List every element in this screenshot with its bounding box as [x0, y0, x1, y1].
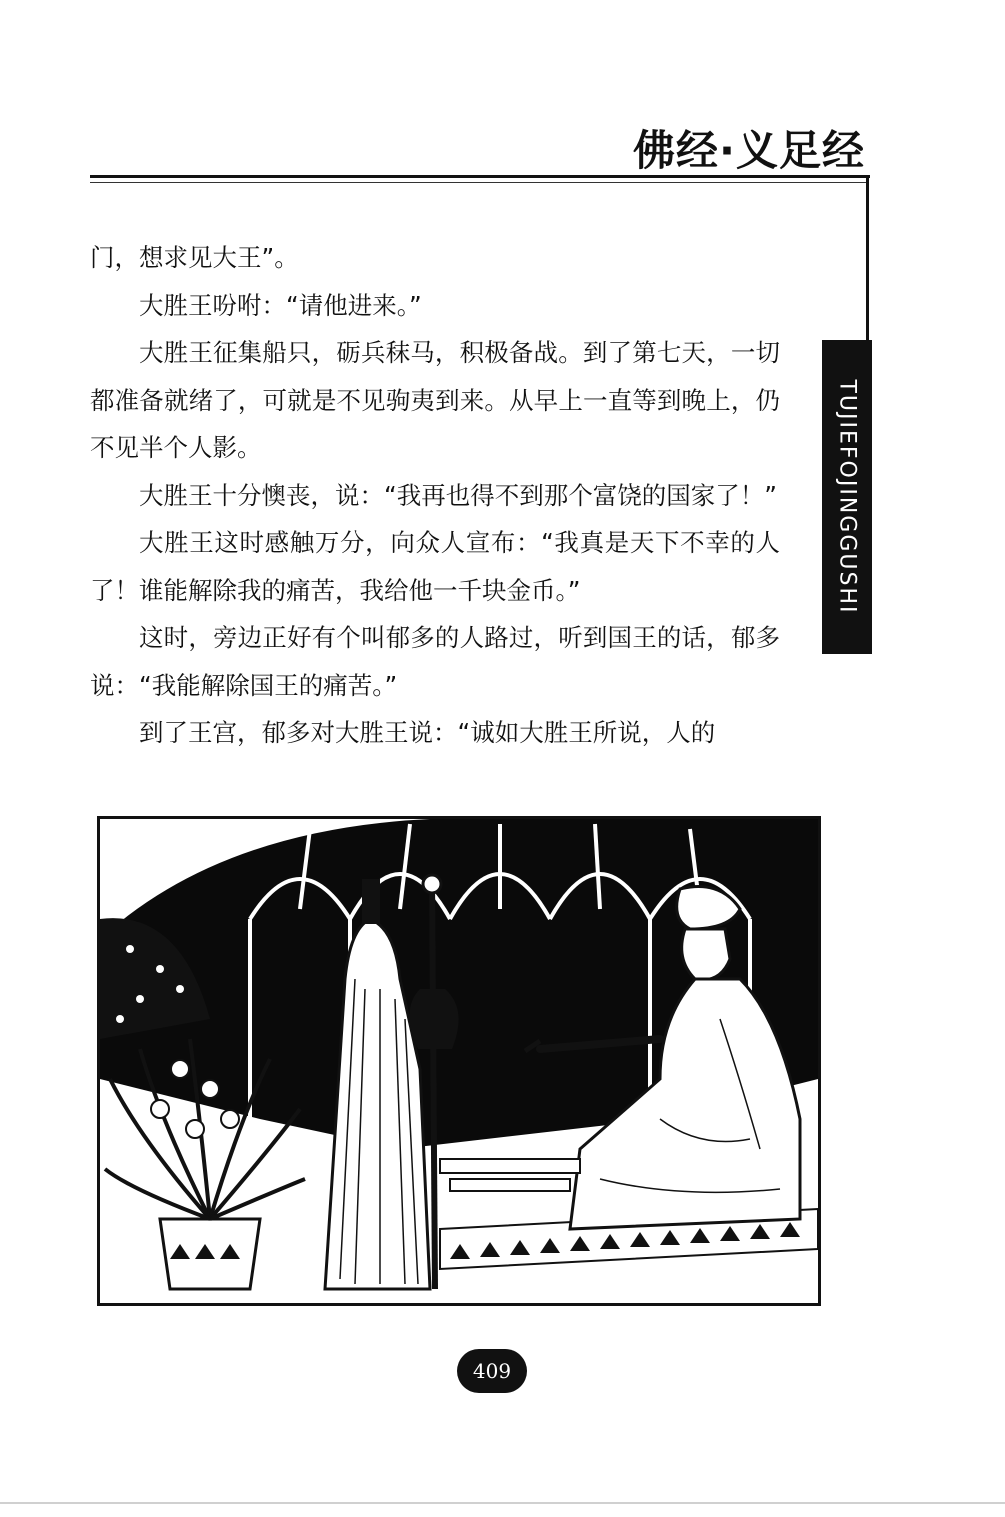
page-edge: [0, 1502, 1005, 1504]
paragraph: 到了王宫，郁多对大胜王说：“诚如大胜王所说，人的: [139, 718, 716, 747]
paragraph: 大胜王征集船只，砺兵秣马，积极备战。到了第七天，一切都准备就绪了，可就是不见驹夷到来。从早上一直等到晚上，仍不见半个人影。: [90, 338, 780, 462]
paragraph: 这时，旁边正好有个叫郁多的人路过，听到国王的话，郁多说：“我能解除国王的痛苦。”: [90, 623, 780, 700]
paragraph: 大胜王吩咐：“请他进来。”: [139, 290, 422, 320]
side-tab: [822, 340, 872, 654]
body-text: [90, 234, 780, 757]
book-title: 佛经·义足经: [633, 126, 865, 175]
paragraph: 门，想求见大王”。: [90, 243, 299, 272]
side-tab-label: TUJIEFOJINGGUSHI: [834, 379, 860, 615]
paragraph: 大胜王十分懊丧，说：“我再也得不到那个富饶的国家了！”: [139, 480, 777, 510]
story-illustration: [97, 816, 821, 1306]
page-number: 409: [457, 1349, 527, 1393]
header-rule: [90, 175, 870, 178]
header-rule-thin: [90, 182, 868, 183]
paragraph: 大胜王这时感触万分，向众人宣布：“我真是天下不幸的人了！谁能解除我的痛苦，我给他一千块金币。”: [90, 528, 780, 605]
illustration-drawing: [100, 819, 818, 1303]
side-rule: [866, 175, 869, 340]
